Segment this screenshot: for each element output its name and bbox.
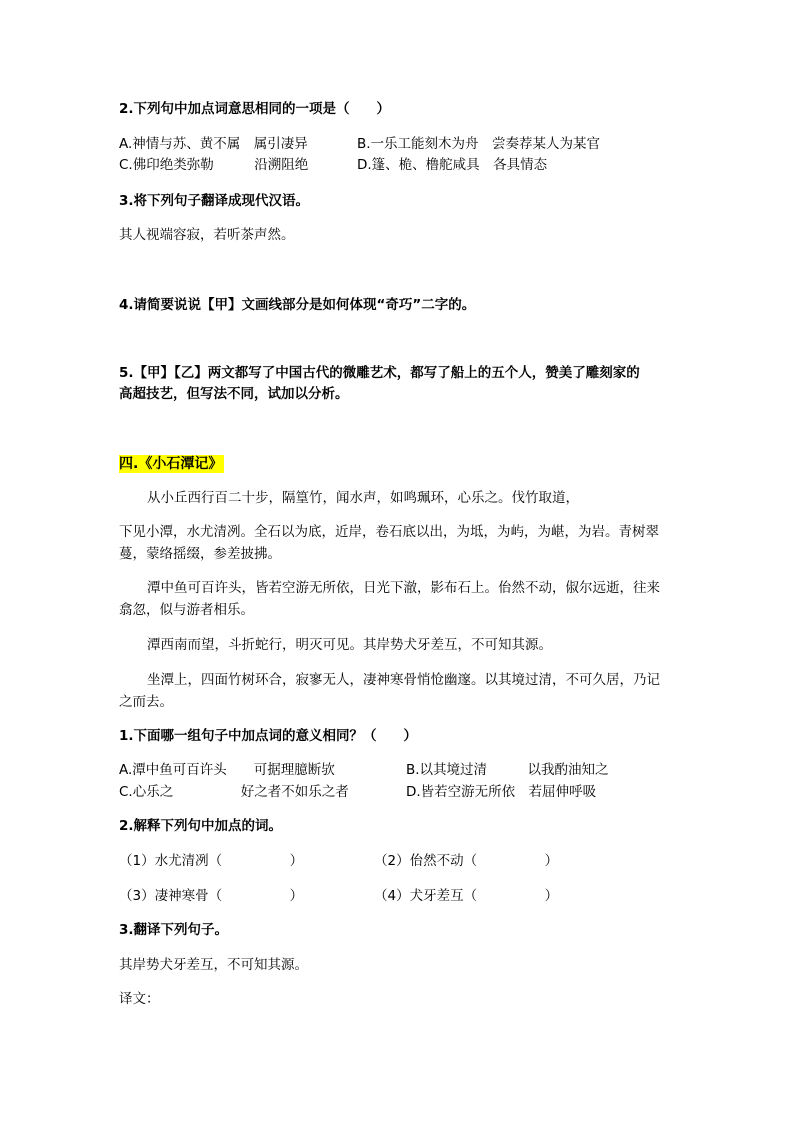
passage-p4-line2: 之而去。 bbox=[119, 694, 173, 710]
q4-2-item-3: （3）凄神寒骨（ ） bbox=[119, 888, 304, 904]
q3-2-option-a: A.神情与苏、黄不属 属引凄异 bbox=[119, 136, 308, 152]
q4-2-item-1: （1）水尤清冽（ ） bbox=[119, 853, 304, 869]
q4-2-item-2: （2）佁然不动（ ） bbox=[374, 853, 559, 869]
question-3-5-line2: 高超技艺，但写法不同，试加以分析。 bbox=[119, 386, 349, 402]
question-3-5-line1: 5.【甲】【乙】两文都写了中国古代的微雕艺术，都写了船上的五个人，赞美了雕刻家的 bbox=[119, 365, 640, 381]
q3-2-option-c: C.佛印绝类弥勒 沿溯阻绝 bbox=[119, 157, 309, 173]
section-heading-text: 四.《小石潭记》 bbox=[119, 456, 223, 472]
q4-2-item-4: （4）犬牙差互（ ） bbox=[374, 888, 559, 904]
question-4-3: 3.翻译下列句子。 bbox=[119, 922, 229, 938]
question-3-3: 3.将下列句子翻译成现代汉语。 bbox=[119, 193, 310, 209]
question-3-2: 2.下列句中加点词意思相同的一项是（ ） bbox=[119, 101, 391, 117]
q4-1-option-a: A.潭中鱼可百许头 可据理臆断欤 bbox=[119, 762, 335, 778]
question-3-4: 4.请简要说说【甲】文画线部分是如何体现“奇巧”二字的。 bbox=[119, 297, 476, 313]
passage-p1-line3: 蔓，蒙络摇缀，参差披拂。 bbox=[119, 546, 281, 562]
q4-3-sentence: 其岸势犬牙差互，不可知其源。 bbox=[119, 957, 308, 973]
passage-p1-line2: 下见小潭，水尤清冽。全石以为底，近岸，卷石底以出，为坻，为屿，为嵁，为岩。青树翠 bbox=[119, 524, 659, 540]
question-4-1: 1.下面哪一组句子中加点词的意义相同？（ ） bbox=[119, 728, 418, 744]
q3-2-option-d: D.篷、桅、橹舵咸具 各具情态 bbox=[357, 157, 548, 173]
passage-p1-line1: 从小丘西行百二十步，隔篁竹，闻水声，如鸣珮环，心乐之。伐竹取道， bbox=[147, 490, 579, 506]
q4-1-option-d: D.皆若空游无所依 若屈伸呼吸 bbox=[406, 784, 597, 800]
question-4-2: 2.解释下列句中加点的词。 bbox=[119, 818, 283, 834]
section-heading bbox=[119, 455, 224, 473]
passage-p2-line2: 翕忽，似与游者相乐。 bbox=[119, 602, 254, 618]
q3-3-sentence: 其人视端容寂，若听茶声然。 bbox=[119, 227, 295, 243]
q4-1-option-b: B.以其境过清 以我酌油知之 bbox=[406, 762, 609, 778]
passage-p3-line1: 潭西南而望，斗折蛇行，明灭可见。其岸势犬牙差互，不可知其源。 bbox=[147, 637, 552, 653]
q3-2-option-b: B.一乐工能刻木为舟 尝奏荐某人为某官 bbox=[357, 136, 601, 152]
passage-p2-line1: 潭中鱼可百许头，皆若空游无所依，日光下澈，影布石上。佁然不动，俶尔远逝，往来 bbox=[147, 580, 660, 596]
q4-3-answer-label: 译文： bbox=[119, 991, 160, 1007]
q4-1-option-c: C.心乐之 好之者不如乐之者 bbox=[119, 784, 349, 800]
passage-p4-line1: 坐潭上，四面竹树环合，寂寥无人，凄神寒骨悄怆幽邃。以其境过清，不可久居，乃记 bbox=[147, 672, 660, 688]
